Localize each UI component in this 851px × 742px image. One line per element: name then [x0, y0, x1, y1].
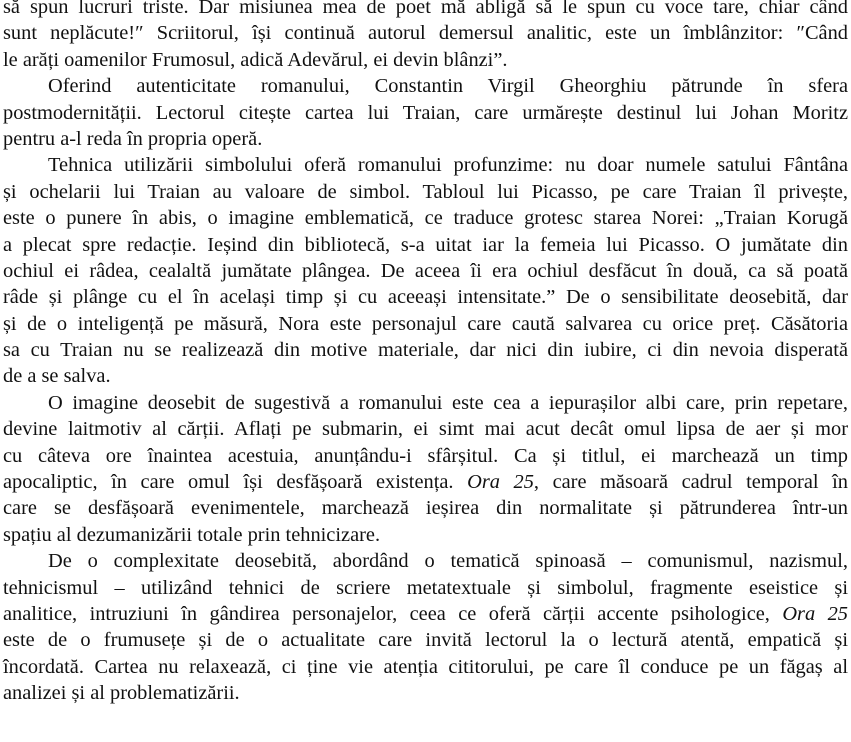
book-title: Ora 25	[782, 602, 848, 625]
text-line: analitice, intruziuni în gândirea personajelor, ceea ce oferă cărții accente psihologice, Ora 25	[3, 602, 848, 625]
paragraph	[3, 548, 848, 706]
text-line: pentru a-l reda în propria operă.	[3, 127, 263, 150]
text-line: tehnicismul – utilizând tehnici de scriere metatextuale și simbolul, fragmente eseistice și	[3, 576, 848, 599]
text-line: apocaliptic, în care omul își desfășoară existența. Ora 25, care măsoară cadrul temporal în	[3, 471, 848, 494]
text-line: O imagine deosebit de sugestivă a romanului este cea a iepurașilor albi care, prin repetare,	[48, 391, 848, 414]
text-line: și de o inteligență pe măsură, Nora este personajul care caută salvarea cu orice preț. Căsătoria	[3, 312, 848, 335]
text-line: râde și plânge cu el în același timp și cu aceeași intensitate.” De o sensibilitate deosebită, dar	[3, 286, 848, 309]
text-line: spațiu al dezumanizării totale prin tehnicizare.	[3, 523, 381, 546]
text-line: devine laitmotiv al cărții. Aflați pe submarin, ei simt mai acut decât omul lipsa de aer și mor	[3, 418, 848, 441]
text-line: De o complexitate deosebită, abordând o tematică spinoasă – comunismul, nazismul,	[48, 550, 848, 573]
text-line: ochiul ei râdea, cealaltă jumătate plângea. De aceea îi era ochiul desfăcut în două, ca să poată	[3, 259, 848, 282]
text-line: încordată. Cartea nu relaxează, ci ține vie atenția cititorului, pe care îl conduce pe un făgaș al	[3, 655, 848, 678]
text-line: este o punere în abis, o imagine emblematică, ce traduce grotesc starea Norei: „Traian Korugă	[3, 207, 848, 230]
text-line: cu câteva ore înaintea acestuia, anunțându-i sfârșitul. Ca și titlul, ei marchează un timp	[3, 444, 848, 467]
paragraph	[3, 152, 848, 390]
text-line: sunt neplăcute!″ Scriitorul, își continuă autorul demersul analitic, este un îmblânzitor: ″Când	[3, 22, 848, 45]
text-line: Tehnica utilizării simbolului oferă romanului profunzime: nu doar numele satului Fântâna	[48, 154, 848, 177]
text-line: analizei și al problematizării.	[3, 682, 240, 705]
text-line: și ochelarii lui Traian au valoare de simbol. Tabloul lui Picasso, pe care Traian îl privește,	[3, 180, 848, 203]
book-title: Ora 25	[467, 471, 534, 494]
paragraph	[3, 0, 848, 73]
paragraph	[3, 73, 848, 152]
text-line: să spun lucruri triste. Dar misiunea mea de poet mă abligă să le spun cu voce tare, chiar când	[3, 0, 848, 18]
text-line: care se desfășoară evenimentele, marchează ieșirea din normalitate și pătrunderea într-un	[3, 497, 848, 520]
text-line: de a se salva.	[3, 365, 111, 388]
text-line: le arăți oamenilor Frumosul, adică Adevărul, ei devin blânzi”.	[3, 48, 508, 71]
text-line: a plecat spre redacție. Ieșind din bibliotecă, s-a uitat iar la femeia lui Picasso. O jumătate din	[3, 233, 848, 256]
text-line: postmodernității. Lectorul citește cartea lui Traian, care urmărește destinul lui Johan Moritz	[3, 101, 848, 124]
paragraph	[3, 390, 848, 548]
text-line: Oferind autenticitate romanului, Constantin Virgil Gheorghiu pătrunde în sfera	[48, 75, 848, 98]
text-line: este de o frumusețe și de o actualitate care invită lectorul la o lectură atentă, empatică și	[3, 629, 848, 652]
text-line: sa cu Traian nu se realizează din motive materiale, dar nici din iubire, ci din nevoia disperată	[3, 339, 848, 362]
